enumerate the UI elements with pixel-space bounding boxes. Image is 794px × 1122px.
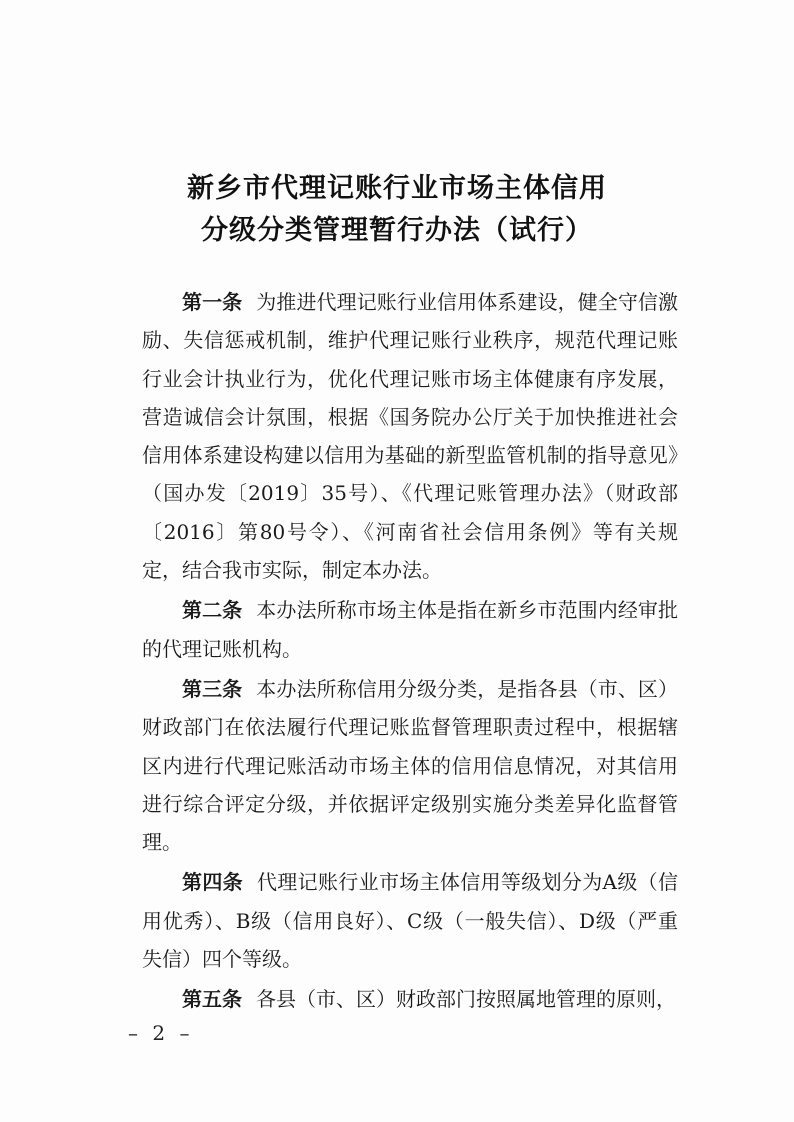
- article-3: [142, 670, 678, 861]
- article-text: 代理记账行业市场主体信用等级划分为A级（信用优秀）、B级（信用良好）、C级（一般失信）、D级（严重失信）四个等级。: [142, 870, 678, 972]
- article-heading: 第四条: [182, 870, 243, 895]
- article-heading: 第二条: [182, 598, 243, 623]
- article-text: 本办法所称市场主体是指在新乡市范围内经审批的代理记账机构。: [142, 598, 679, 661]
- article-1: [142, 283, 678, 589]
- article-text: 本办法所称信用分级分类，是指各县（市、区）财政部门在依法履行代理记账监督管理职责过程中，根据辖区内进行代理记账活动市场主体的信用信息情况，对其信用进行综合评定分级，并依据评定级别实施分类差异化监督管理。: [142, 676, 679, 855]
- article-heading: 第三条: [182, 676, 243, 701]
- article-4: [142, 863, 678, 978]
- article-text: 各县（市、区）财政部门按照属地管理的原则，: [256, 987, 676, 1012]
- title-line-2: 分级分类管理暂行办法（试行）: [201, 215, 593, 246]
- article-5: [142, 980, 678, 1018]
- article-2: [142, 591, 678, 668]
- article-text: 为推进代理记账行业信用体系建设，健全守信激励、失信惩戒机制，维护代理记账行业秩序，规范代理记账行业会计执业行为，优化代理记账市场主体健康有序发展，营造诚信会计氛围，根据《国务院办公厅关于加快推进社会信用体系建设构建以信用为基础的新型监管机制的指导意见》（国办发〔2019〕35号）、《代理记账管理办法》（财政部〔2016〕第80号令）、《河南省社会信用条例》等有关规定，结合我市实际，制定本办法。: [142, 290, 679, 583]
- article-heading: 第一条: [182, 290, 243, 314]
- page-number: – 2 –: [128, 1021, 194, 1045]
- article-heading: 第五条: [182, 987, 242, 1012]
- document-title: [100, 168, 694, 252]
- title-line-1: 新乡市代理记账行业市场主体信用: [187, 173, 607, 204]
- document-body: [142, 283, 678, 1021]
